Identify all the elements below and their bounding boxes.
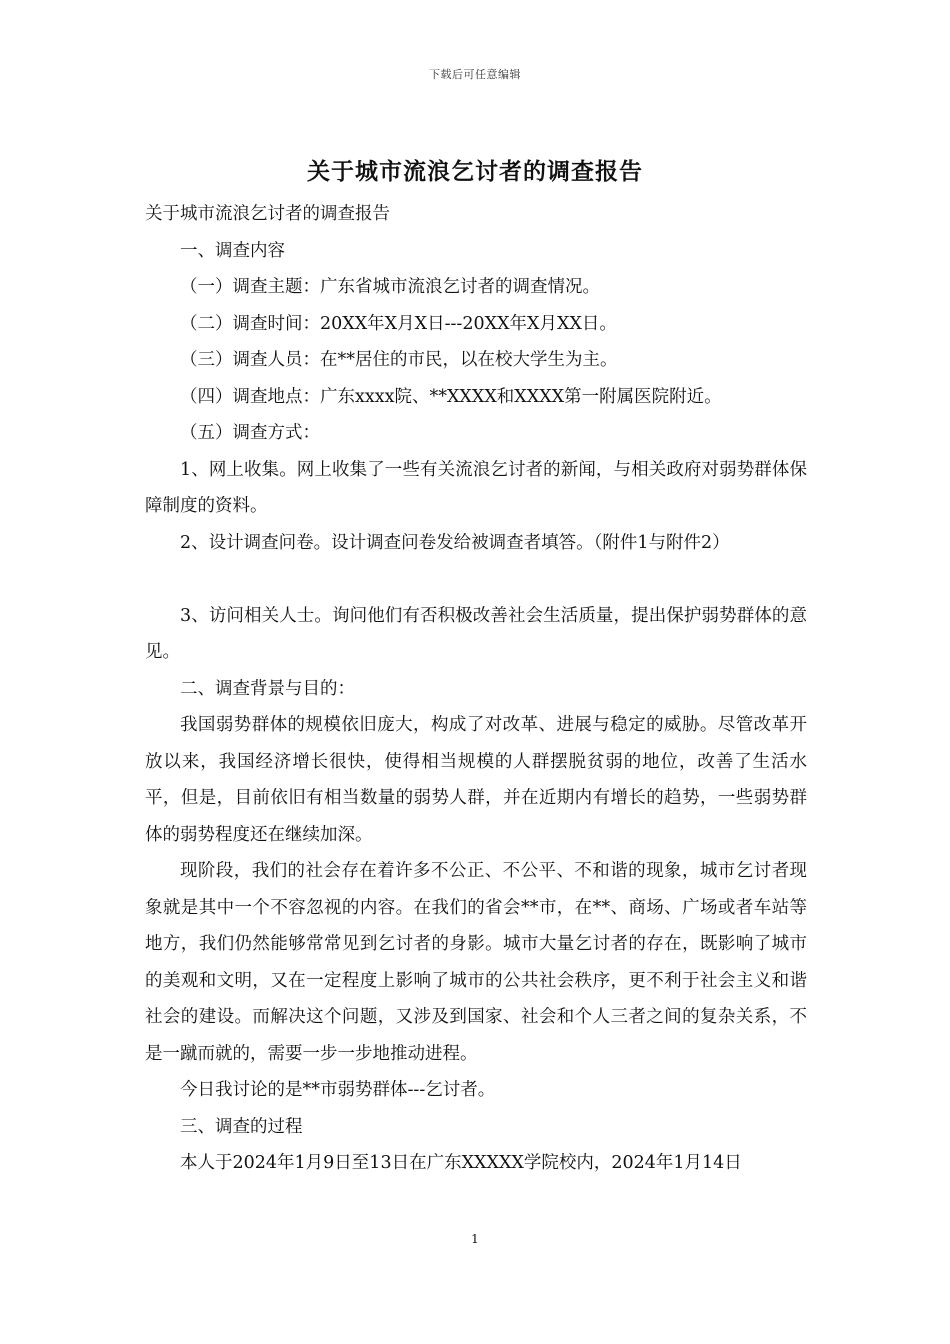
header-note: 下载后可任意编辑 [429, 68, 521, 81]
document-body [145, 196, 807, 1182]
blank-line [145, 561, 807, 598]
section-heading: 一、调查内容 [180, 240, 285, 261]
page-number: 1 [471, 1232, 479, 1246]
paragraph: 本人于2024年1月9日至13日在广东XXXXX学院校内，2024年1月14日 [180, 1153, 742, 1173]
section-heading: 二、调查背景与目的： [180, 678, 355, 699]
paragraph: 1、网上收集。网上收集了一些有关流浪乞讨者的新闻，与相关政府对弱势群体保障制度的资料。 [145, 459, 807, 516]
paragraph: 2、设计调查问卷。设计调查问卷发给被调查者填答。（附件1与附件2） [180, 532, 730, 553]
paragraph: 我国弱势群体的规模依旧庞大，构成了对改革、进展与稳定的威胁。尽管改革开放以来，我国经济增长很快，使得相当规模的人群摆脱贫弱的地位，改善了生活水平，但是，目前依旧有相当数量的弱势人群，并在近期内有增长的趋势，一些弱势群体的弱势程度还在继续加深。 [145, 715, 807, 845]
paragraph: 今日我讨论的是**市弱势群体---乞讨者。 [180, 1080, 496, 1100]
paragraph: 3、访问相关人士。询问他们有否积极改善社会生活质量，提出保护弱势群体的意见。 [145, 605, 807, 662]
paragraph: （二）调查时间：20XX年X月X日---20XX年X月XX日。 [180, 313, 617, 334]
paragraph: 现阶段，我们的社会存在着许多不公正、不公平、不和谐的现象，城市乞讨者现象就是其中一个不容忽视的内容。在我们的省会**市，在**、商场、广场或者车站等地方，我们仍然能够常常见到乞讨者的身影。城市大量乞讨者的存在，既影响了城市的美观和文明，又在一定程度上影响了城市的公共社会秩序，更不利于社会主义和谐社会的建设。而解决这个问题，又涉及到国家、社会和个人三者之间的复杂关系，不是一蹴而就的，需要一步一步地推动进程。 [145, 861, 807, 1064]
paragraph: （三）调查人员：在**居住的市民，以在校大学生为主。 [180, 350, 618, 370]
subtitle-line: 关于城市流浪乞讨者的调查报告 [145, 204, 390, 224]
section-heading: 三、调查的过程 [180, 1116, 303, 1137]
paragraph: （一）调查主题：广东省城市流浪乞讨者的调查情况。 [180, 277, 600, 297]
paragraph: （四）调查地点：广东xxxx院、**XXXX和XXXX第一附属医院附近。 [180, 386, 722, 407]
document-title: 关于城市流浪乞讨者的调查报告 [307, 158, 643, 185]
paragraph: （五）调查方式： [180, 423, 320, 443]
